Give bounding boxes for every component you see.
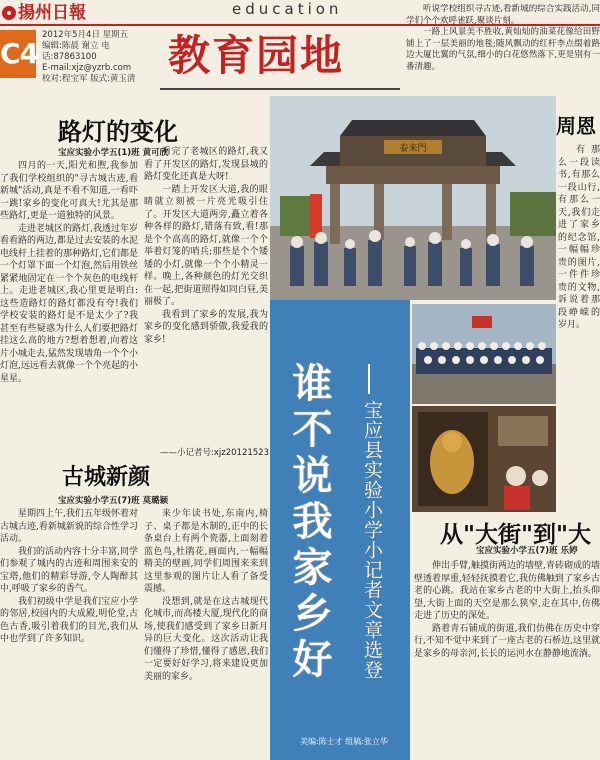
feature-credits: 美编:陈士才 组稿:张立华 — [300, 737, 388, 746]
issue-meta — [42, 30, 162, 85]
article3-column: 伸出手臂,触摸街两边的墙壁,青砖砌成的墙壁透着厚重,轻轻抚摸着它,我仿佛触到了家乡古老的心跳。我站在家乡古老的中大街上,抬头仰望,大街上面的天空是那么狭窄,走在其中,仿佛走进了历史的深处。 路着青石铺成的街道,我们仿佛在历史中穿行,不知不觉中来到了一座古老的石桥边,这里就是家乡的母亲河,长长的运河水在静静地流淌。 — [414, 561, 600, 659]
article2-title: 古城新颜 — [62, 465, 151, 490]
article1-column-1: 四月的一天,阳光和煦,我参加了我们学校组织的"寻古城古迹,看新城"活动,真是不看不知道,一看吓一跳!家乡的变化可真大!尤其是那些路灯,更是一道独特的风景。 走进老城区的路灯,我透过年岁看看路的两边,都是过去安装的水泥电线杆上挂着的那种路灯,它们都是一个灯罩下面一个灯泡,然后用铁丝紧紧地固定在一个个灰色的电线杆上。走进老城区,我心里更是明白:这些造路灯的路灯都没有夸!我们学校安装的路灯是不是太少了?我甚至有些疑惑为什么人们要把路灯挂这么高的地方?想着想着,向着这片小城走去,猛然发现墙角一个个小灯泡,远远看去就像一个个亮起的小星星。 — [0, 161, 138, 384]
top-right-text: 听说学校组织寻古迹,看新城的综合实践活动,同学们个个欢呼雀跃,聚谈片刻。 一路上风景美不胜收,黄灿灿的油菜花像给田野铺上了一层美丽的地毯;随风飘动的红杆李点缀着路边大厦比翼的气氛,细小的白花悠然落下,更是别有一番清趣。 — [406, 4, 600, 72]
feature-dash — [368, 364, 370, 394]
group-photo-illustration — [412, 304, 556, 404]
article1-column-2: 看完了老城区的路灯,我又看了开发区的路灯,发现县城的路灯变化还真是大呀! 一踏上开发区大道,我的眼睛就立刻被一片亮光吸引住了。开发区大道两旁,矗立着各种各样的路灯,错落有致,看!那是个个高高的路灯,就像一个个举着灯笼的哨兵;那些是个个矮矮的小灯,就像一个个小精灵一样。晚上,各种颜色的灯光交织在一起,把街道照得如同白昼,美丽极了。 我看到了家乡的发展,我为家乡的变化感到骄傲,我爱我的家乡! — [144, 147, 268, 345]
article2-byline: 宝应实验小学五(7)班 莫璐颖 — [58, 496, 169, 506]
gate-illustration — [270, 96, 556, 300]
section-title: 教育园地 — [168, 31, 345, 80]
issue-editor: 编辑:陈晨 谢立 电话:87863100 — [42, 41, 110, 62]
page-number-badge: C4 — [0, 30, 36, 78]
section-title-rule — [160, 88, 400, 90]
article1-sign: ——小记者号:xjz20121523 — [160, 448, 269, 458]
museum-photo — [412, 406, 556, 512]
article1-title: 路灯的变化 — [58, 118, 178, 146]
feature-title: 谁不说我家乡好 — [286, 362, 332, 684]
right-article-title: 周恩 — [556, 114, 596, 138]
newspaper-masthead — [2, 0, 102, 26]
article3-title: 从"大街"到"大 — [440, 522, 591, 548]
issue-date: 2012年5月4日 星期五 — [42, 30, 129, 40]
right-article-text: 有那么一段读书,有那么一段山行,有那么一天,我们走进了家乡的纪念馆,一幅幅珍贵的图片,一件件珍贵的文物,诉说着那段峥嵘的岁月。 — [558, 145, 600, 330]
group-photo — [412, 304, 556, 404]
article1-byline: 宝应实验小学五(1)班 黄可欣 — [58, 148, 169, 158]
article3-byline: 宝应实验小学五(7)班 乐婷 — [476, 546, 578, 556]
article2-column-1: 星期四上午,我们五年级怀着对古城古迹,看新城新貌的综合性学习活动。 我们的活动内容十分丰富,同学们参观了城内的古迹和周围来安的宝塔,他们的精彩导游,令人陶醉其中,呼吸了家乡的香气。 我们初级中学是我们宝应小学的邻居,校园内的大成殿,明伦堂,古色古香,吸引着我们的目光,我们从中也学到了许多知识。 — [0, 509, 138, 644]
section-word: education — [232, 0, 343, 18]
issue-proof: 校对:程宝军 版式:黄玉清 — [42, 74, 136, 84]
gate-plaque: 泰来門 — [399, 144, 427, 154]
article2-column-2: 来少年读书处,东南内,椅子、桌子都是木制的,正中的长条桌台上有两个瓷器,上面刻着蓝色鸟,杜鹃花,画面内,一幅幅精美的壁画,同学们周围来来到这里参观的图片让人看了备受震撼。 没想到,就是在这古城现代化城市,而高楼大厦,现代化的商场,使我们感受到了家乡日新月异的巨大变化。这次活动让我们懂得了珍惜,懂得了感恩,我们一定要好好学习,将来建设更加美丽的家乡。 — [144, 509, 268, 682]
gate-photo — [270, 96, 556, 300]
flower-logo-icon — [2, 6, 16, 20]
issue-email: E-mail:xjz@yzrb.com — [42, 63, 132, 73]
feature-subtitle: 宝应县实验小学小记者文章选登 — [361, 400, 383, 680]
museum-photo-illustration — [412, 406, 556, 512]
newspaper-name: 揚州日報 — [18, 3, 86, 23]
